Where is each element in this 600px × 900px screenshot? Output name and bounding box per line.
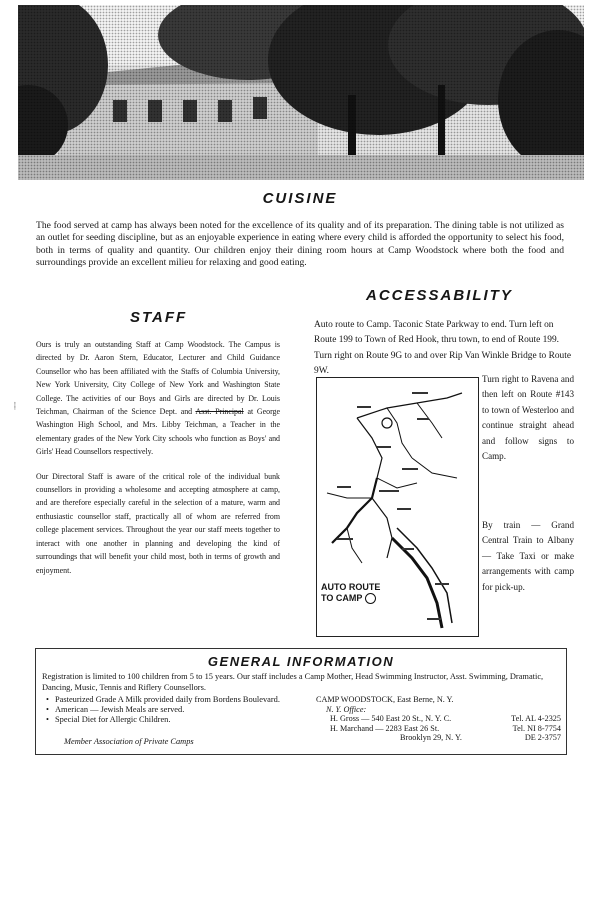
- margin-mark: ⸽: [14, 402, 16, 410]
- list-item: [46, 705, 296, 715]
- map-caption: [321, 582, 380, 604]
- staff-paragraph-1: [36, 338, 280, 459]
- membership-note: Member Association of Private Camps: [64, 737, 194, 746]
- staff-column: [36, 338, 280, 588]
- contact-name: H. Marchand — 2283 East 26 St.: [330, 723, 440, 733]
- phone-number: Tel. NI 8-7754: [512, 723, 561, 733]
- staff-heading: STAFF: [130, 309, 188, 326]
- struck-text: Asst. Principal: [195, 407, 244, 417]
- list-item-text: Pasteurized Grade A Milk provided daily from Bordens Boulevard.: [55, 695, 280, 704]
- bullet-icon: •: [46, 705, 49, 714]
- cuisine-heading: CUISINE: [262, 190, 338, 207]
- features-list: [46, 695, 296, 725]
- general-information-box: [35, 648, 567, 755]
- train-directions: By train — Grand Central Train to Albany — Take Taxi or make arrangements with camp for pick-up.: [482, 520, 574, 592]
- route-directions: Auto route to Camp. Taconic State Parkway to end. Turn left on Route 199 to Town of Red Hook, thru town, to end of Route 199. Turn right on Route 9G to and over Rip Van Winkle Bridge to Route 9W.: [314, 320, 571, 377]
- auto-route-map: [316, 377, 479, 637]
- contact-block: [316, 695, 561, 743]
- summer-camp-building-photo-icon: [18, 5, 584, 180]
- route-directions-continued: Turn right to Ravena and then left on Route #143 to town of Westerloo and continue straight ahead and follow signs to Camp.: [482, 374, 574, 462]
- general-information-heading: GENERAL INFORMATION: [207, 654, 395, 669]
- camp-building-photo: [18, 5, 584, 180]
- list-item-text: Special Diet for Allergic Children.: [55, 715, 171, 724]
- list-item: [46, 695, 296, 705]
- contact-row: [316, 733, 561, 743]
- cuisine-paragraph: The food served at camp has always been noted for the excellence of its quality and of its preparation. The dining table is not utilized as an outlet for seeding discipline, but as an enjoyable experience in eating where every child is afforded the opportunity to select his food, both in terms of quality and quantity. Our children enjoy their dining room hours at Camp Woodstock where both the food and surroundings provide an excellent milieu for relaxing and good eating.: [36, 220, 564, 269]
- map-caption-line-1: AUTO ROUTE: [321, 582, 381, 592]
- bullet-icon: •: [46, 695, 49, 704]
- list-item-text: American — Jewish Meals are served.: [55, 705, 185, 714]
- bullet-icon: •: [46, 715, 49, 724]
- registration-text: Registration is limited to 100 children from 5 to 15 years. Our staff includes a Camp Mother, Head Swimming Instructor, Asst. Swimming, Dramatic, Dancing, Music, Tennis and Riflery Counsellors.: [42, 672, 544, 692]
- contact-row: [316, 724, 561, 734]
- staff-paragraph-2: Our Directoral Staff is aware of the critical role of the individual bunk counsellors in providing a wholesome and accepting atmosphere at camp, and are therefore especially careful in the selection of a mature, warm and enthusiastic counsellor staff, practically all of whom are referred from college placement services. Throughout the year our staff meets together to interact with one another in planning and developing the kind of surroundings that will benefit your child most, both in terms of growth and enjoyment.: [36, 471, 280, 575]
- route-shield-icon: [365, 593, 376, 604]
- phone-number: DE 2-3757: [524, 733, 561, 743]
- contact-row: [316, 714, 561, 724]
- phone-number: Tel. AL 4-2325: [511, 714, 561, 724]
- staff-paragraph-1-end: at George Washington High School, and Mrs. Libby Teichman, a Teacher in the elementary grades of the New York City schools who function as Boys' and Girls' Head Counsellors respectively.: [36, 407, 281, 457]
- contact-name: H. Gross — 540 East 20 St., N. Y. C.: [330, 714, 452, 724]
- map-caption-line-2: TO CAMP: [321, 593, 363, 603]
- staff-paragraph-1-start: Ours is truly an outstanding Staff at Camp Woodstock. The Campus is directed by Dr. Aaron Stern, Educator, Lecturer and Child Guidance Counsellor who has been affiliated with the Staffs of Columbia University, New York University, City College of New York and Washington State College. The activities of our Boys and Girls are directed by Dr. Louis Teichman, Chairman of the Science Dept. and: [36, 340, 280, 417]
- camp-address: CAMP WOODSTOCK, East Berne, N. Y.: [316, 695, 454, 704]
- office-label: N. Y. Office:: [326, 704, 367, 714]
- contact-city: Brooklyn 29, N. Y.: [400, 733, 462, 743]
- list-item: [46, 715, 296, 725]
- accessability-heading: ACCESSABILITY: [366, 287, 513, 304]
